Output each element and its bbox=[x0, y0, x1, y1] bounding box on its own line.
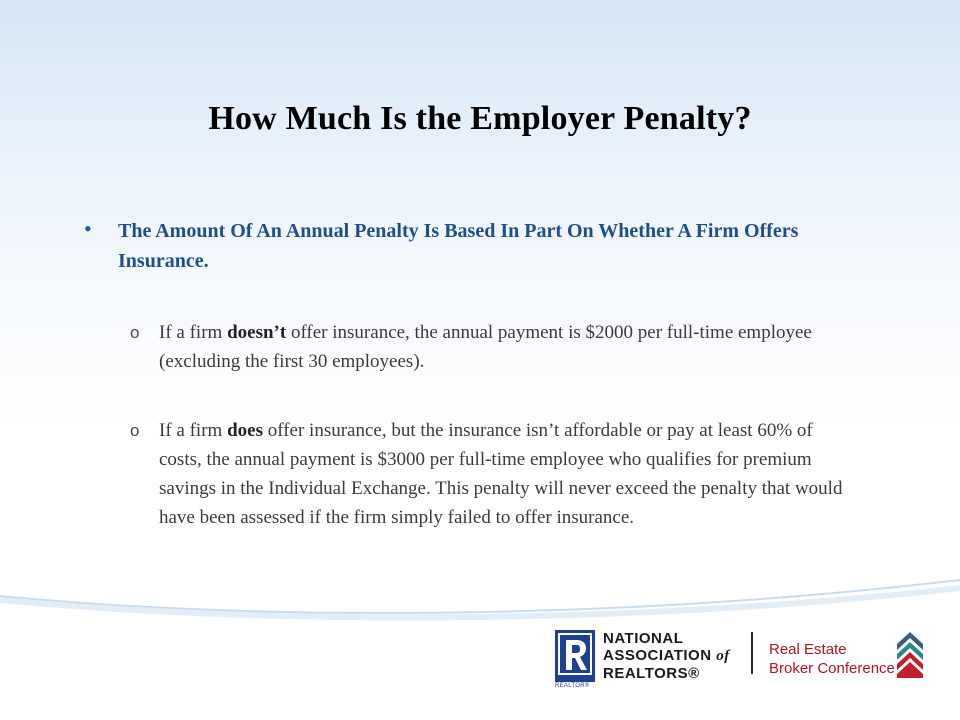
realtor-r-logo-icon bbox=[555, 630, 595, 682]
bullet-dot-icon: • bbox=[84, 216, 92, 241]
conference-line-2: Broker Conference bbox=[769, 660, 895, 677]
main-bullet-text: The Amount Of An Annual Penalty Is Based In Part On Whether A Firm Offers Insurance. bbox=[118, 220, 799, 272]
realtor-mark-text: REALTOR® bbox=[555, 683, 590, 689]
sub1-text-after: offer insurance, the annual payment is $2000 per full-time employee (excluding the first 30 employees). bbox=[159, 322, 812, 372]
nar-wordmark bbox=[603, 630, 730, 682]
sub-bullet-text bbox=[159, 416, 849, 532]
sub-bullet-marker: o bbox=[130, 323, 140, 342]
conference-wordmark bbox=[769, 640, 895, 678]
nar-line-1: NATIONAL bbox=[603, 630, 684, 647]
sub1-text-before: If a firm bbox=[159, 322, 228, 343]
nar-line-3: REALTORS® bbox=[603, 665, 700, 682]
logo-divider bbox=[751, 632, 753, 674]
slide-title: How Much Is the Employer Penalty? bbox=[208, 100, 752, 137]
house-roof-logo-icon bbox=[895, 630, 925, 680]
nar-association: ASSOCIATION bbox=[603, 647, 712, 664]
sub-bullet-text bbox=[159, 318, 849, 376]
footer-logos bbox=[555, 630, 955, 690]
sub1-bold-text: doesn’t bbox=[227, 322, 287, 343]
conference-line-1: Real Estate bbox=[769, 641, 847, 658]
sub2-bold-text: does bbox=[227, 420, 263, 441]
sub-bullet-marker: o bbox=[130, 421, 140, 440]
sub2-text-after: offer insurance, but the insurance isn’t affordable or pay at least 60% of costs, the annual payment is $3000 per full-time employee who qualifies for premium savings in the Individual Exchange. This penalty will never exceed the penalty that would have been assessed if the firm simply failed to offer insurance. bbox=[159, 420, 843, 528]
nar-of: of bbox=[716, 648, 730, 664]
background-swoosh bbox=[0, 560, 960, 640]
nar-line-2 bbox=[603, 647, 730, 665]
sub2-text-before: If a firm bbox=[159, 420, 228, 441]
